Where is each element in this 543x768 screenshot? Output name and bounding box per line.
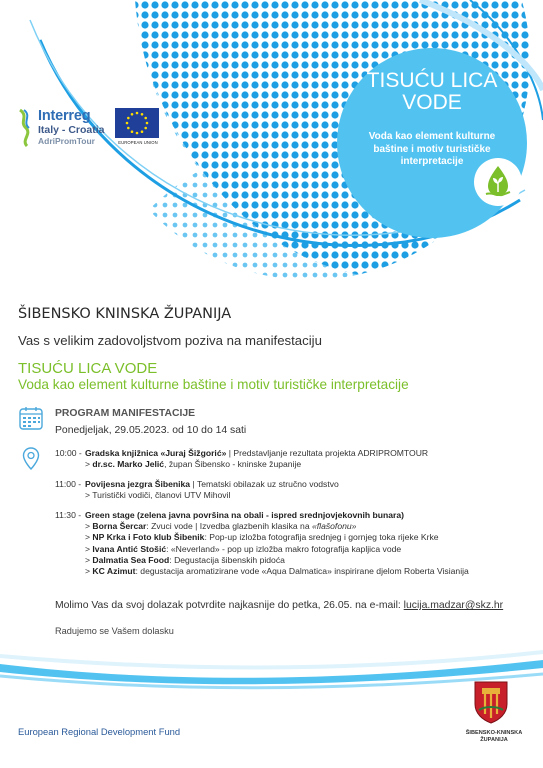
- block-place: Green stage (zelena javna površina na obali - ispred srednjovjekovnih bunara): [85, 510, 405, 520]
- location-pin-icon: [22, 447, 40, 471]
- list-item: > NP Krka i Foto klub Šibenik: Pop-up izložba fotografija srednjeg i gornjeg toka rijeke Krke: [85, 532, 439, 543]
- interreg-program: Italy - Croatia: [38, 124, 105, 136]
- invitation-line: Vas s velikim zadovoljstvom poziva na manifestaciju: [18, 333, 322, 348]
- list-item: > Dalmatia Sea Food: Degustacija šibenskih pidoća: [85, 554, 285, 565]
- program-heading: PROGRAM MANIFESTACIJE: [55, 408, 196, 419]
- interreg-logo: [17, 108, 115, 148]
- list-item: > Borna Šercar: Zvuci vode | Izvedba glazbenih klasika na «flašofonu»: [85, 521, 357, 532]
- block-guides: > Turistički vodiči, članovi UTV Mihovil: [85, 490, 231, 501]
- eu-flag: [115, 108, 159, 138]
- eu-caption: EUROPEAN UNION: [118, 140, 158, 145]
- list-item: > Ivana Antić Stošić: «Neverland» - pop up izložba makro fotografija kapljica vode: [85, 543, 402, 554]
- schedule-block-1130: [55, 510, 525, 577]
- calendar-icon: [18, 405, 44, 431]
- block-time: 11:00 -: [55, 479, 82, 489]
- block-place: Povijesna jezgra Šibenika: [85, 479, 191, 489]
- block-place-desc: | Predstavljanje rezultata projekta ADRIPROMTOUR: [226, 448, 429, 458]
- crest-caption: ŠIBENSKO-KNINSKA ŽUPANIJA: [465, 730, 523, 743]
- schedule-block-1000: 10:00 - Gradska knjižnica «Juraj Šižgorić» | Predstavljanje rezultata projekta ADRIPROMTOUR > dr.sc. Marko Jelić, župan Šibensko - kninske županije: [55, 448, 429, 470]
- event-title: TISUĆU LICA VODE: [18, 360, 158, 377]
- bubble-title: TISUĆU LICA VODE: [366, 69, 498, 114]
- speaker-role: , župan Šibensko - kninske županije: [164, 459, 302, 470]
- interreg-project: AdriPromTour: [38, 136, 95, 146]
- confirmation-line: [55, 600, 503, 611]
- county-crest: [473, 680, 509, 724]
- event-subtitle: Voda kao element kulturne baštine i motiv turističke interpretacije: [18, 377, 409, 392]
- footer-wave-graphic: [0, 646, 543, 696]
- water-hand-plant-icon: [474, 158, 522, 206]
- county-name: ŠIBENSKO KNINSKA ŽUPANIJA: [18, 306, 232, 322]
- block-time: 10:00 -: [55, 448, 82, 458]
- speaker-name: dr.sc. Marko Jelić: [92, 459, 165, 470]
- title-bubble: [337, 48, 527, 238]
- bubble-subtitle: Voda kao element kulturne baštine i motiv turističke interpretacije: [368, 131, 496, 167]
- email-link[interactable]: lucija.madzar@skz.hr: [403, 600, 504, 611]
- block-time: 11:30 -: [55, 510, 82, 520]
- confirmation-text: Molimo Vas da svoj dolazak potvrdite najkasnije do petka, 26.05. na e-mail:: [55, 600, 404, 611]
- closing-line: Radujemo se Vašem dolasku: [55, 626, 174, 636]
- block-place: Gradska knjižnica «Juraj Šižgorić»: [85, 448, 227, 458]
- interreg-title: Interreg: [38, 108, 91, 124]
- block-place-desc: | Tematski obilazak uz stručno vodstvo: [190, 479, 339, 489]
- list-item: > KC Azimut: degustacija aromatizirane vode «Aqua Dalmatica» inspirirane djelom Roberta Visianija: [85, 566, 469, 577]
- program-date: Ponedjeljak, 29.05.2023. od 10 do 14 sati: [55, 425, 247, 436]
- schedule-block-1100: [55, 479, 525, 501]
- erdf-label: European Regional Development Fund: [18, 726, 181, 737]
- interreg-mark-icon: [17, 108, 33, 148]
